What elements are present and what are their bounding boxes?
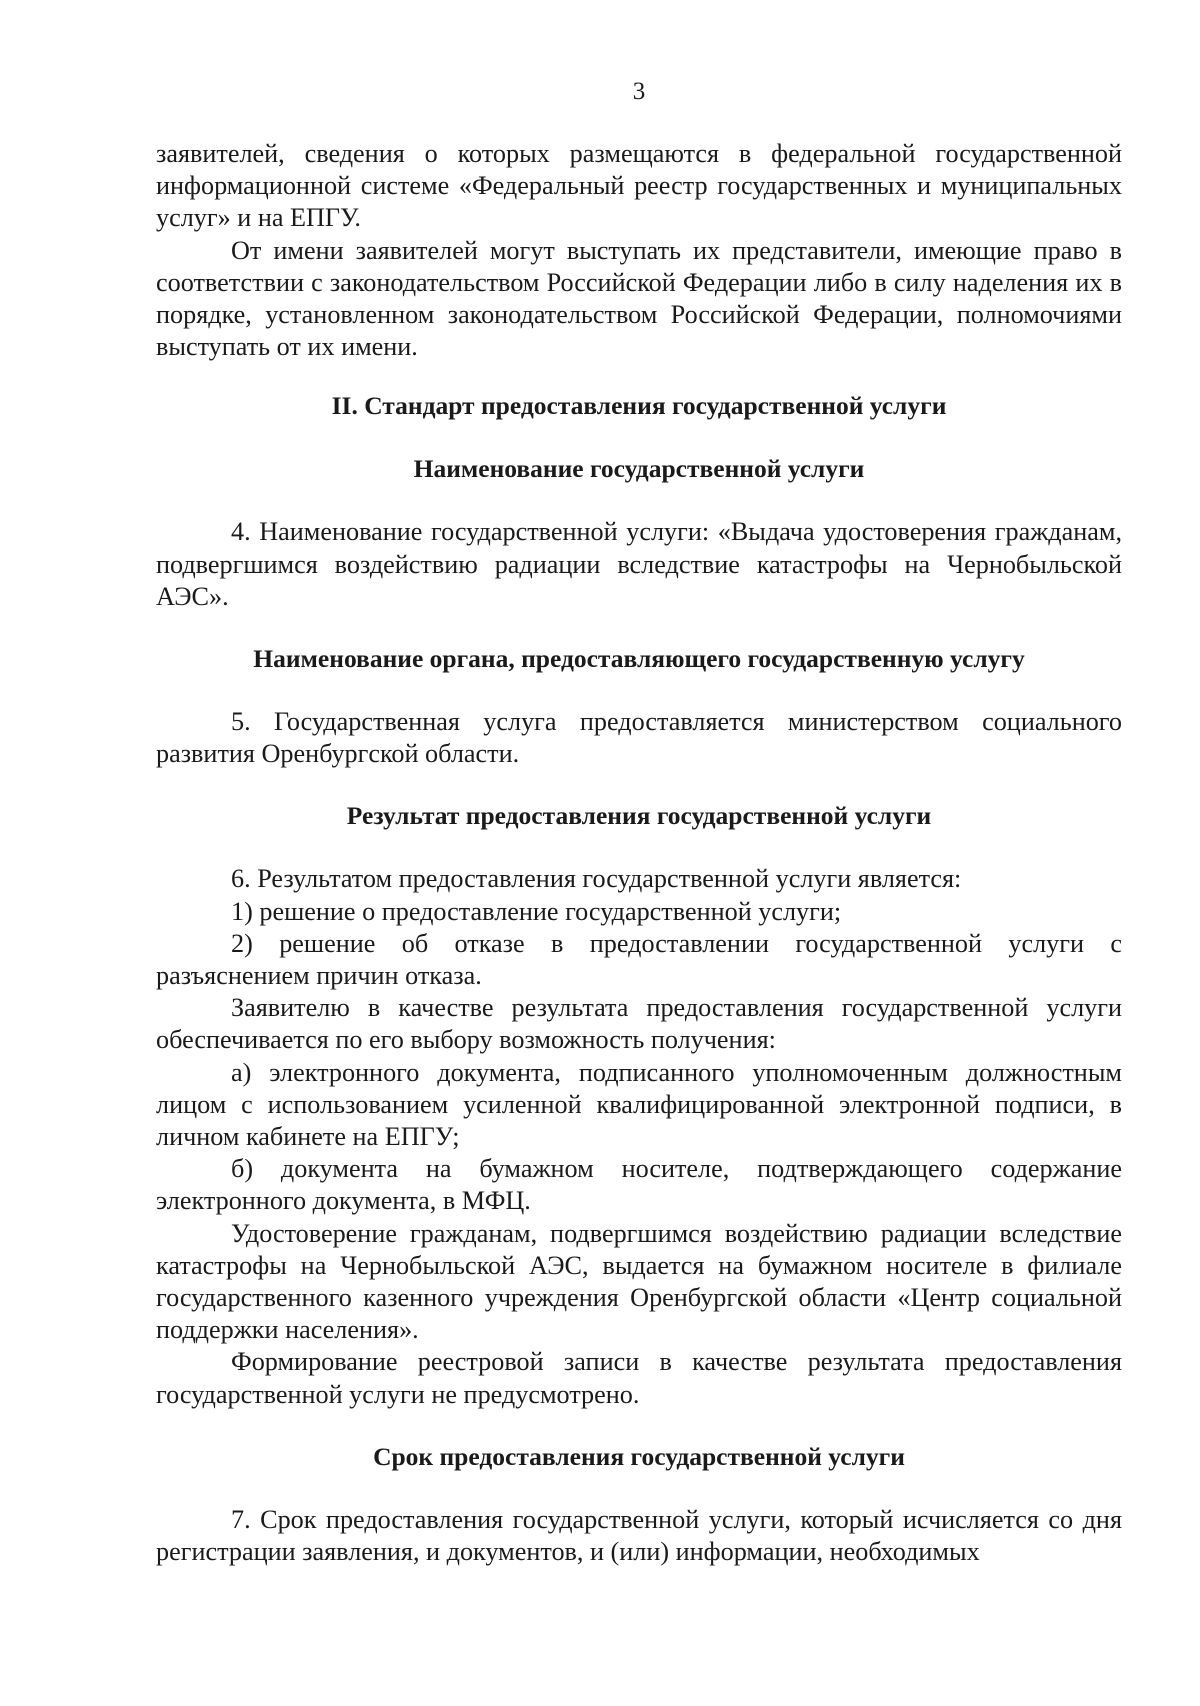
paragraph-service-name: 4. Наименование государственной услуги: «Выдача удостоверения гражданам, подвергшимся воздействию радиации вследствие катастрофы на Чернобыльской АЭС». xyxy=(156,517,1122,611)
paragraph-result-intro: 6. Результатом предоставления государственной услуги является: xyxy=(231,864,962,894)
heading-providing-organ: Наименование органа, предоставляющего государственную услугу xyxy=(253,644,1025,674)
heading-service-name: Наименование государственной услуги xyxy=(413,454,865,484)
paragraph-providing-organ: 5. Государственная услуга предоставляется министерством социального развития Оренбургской области. xyxy=(156,707,1122,769)
page-number: 3 xyxy=(632,78,646,105)
paragraph-registry-record: Формирование реестровой записи в качестве результата предоставления государственной услуги не предусмотрено. xyxy=(156,1347,1122,1409)
list-item-paper-document: б) документа на бумажном носителе, подтверждающего содержание электронного документа, в МФЦ. xyxy=(156,1154,1122,1216)
paragraph-result-options: Заявителю в качестве результата предоставления государственной услуги обеспечивается по его выбору возможность получения: xyxy=(156,993,1122,1055)
section-title: II. Стандарт предоставления государственной услуги xyxy=(331,391,947,421)
list-item-decision-refusal: 2) решение об отказе в предоставлении государственной услуги с разъяснением причин отказа. xyxy=(156,928,1122,991)
heading-service-result: Результат предоставления государственной услуги xyxy=(346,801,932,831)
paragraph-certificate-issue: Удостоверение гражданам, подвергшимся воздействию радиации вследствие катастрофы на Чернобыльской АЭС, выдается на бумажном носителе в филиале государственного казенного учреждения Оренбургской области «Центр социальной поддержки населения». xyxy=(156,1218,1122,1345)
paragraph-representatives: От имени заявителей могут выступать их представители, имеющие право в соответствии с законодательством Российской Федерации либо в силу наделения их в порядке, установленном законодательством Российской Федерации, полномочиями выступать от их имени. xyxy=(156,235,1122,362)
list-item-electronic-document: а) электронного документа, подписанного уполномоченным должностным лицом с использованием усиленной квалифицированной электронной подписи, в личном кабинете на ЕПГУ; xyxy=(156,1057,1122,1152)
paragraph-applicants-continued: заявителей, сведения о которых размещаются в федеральной государственной информационной системе «Федеральный реестр государственных и муниципальных услуг» и на ЕПГУ. xyxy=(156,139,1122,233)
heading-service-term: Срок предоставления государственной услуги xyxy=(373,1441,905,1471)
list-item-decision-grant: 1) решение о предоставление государственной услуги; xyxy=(231,896,842,926)
paragraph-service-term: 7. Срок предоставления государственной услуги, который исчисляется со дня регистрации заявления, и документов, и (или) информации, необходимых xyxy=(156,1504,1122,1567)
